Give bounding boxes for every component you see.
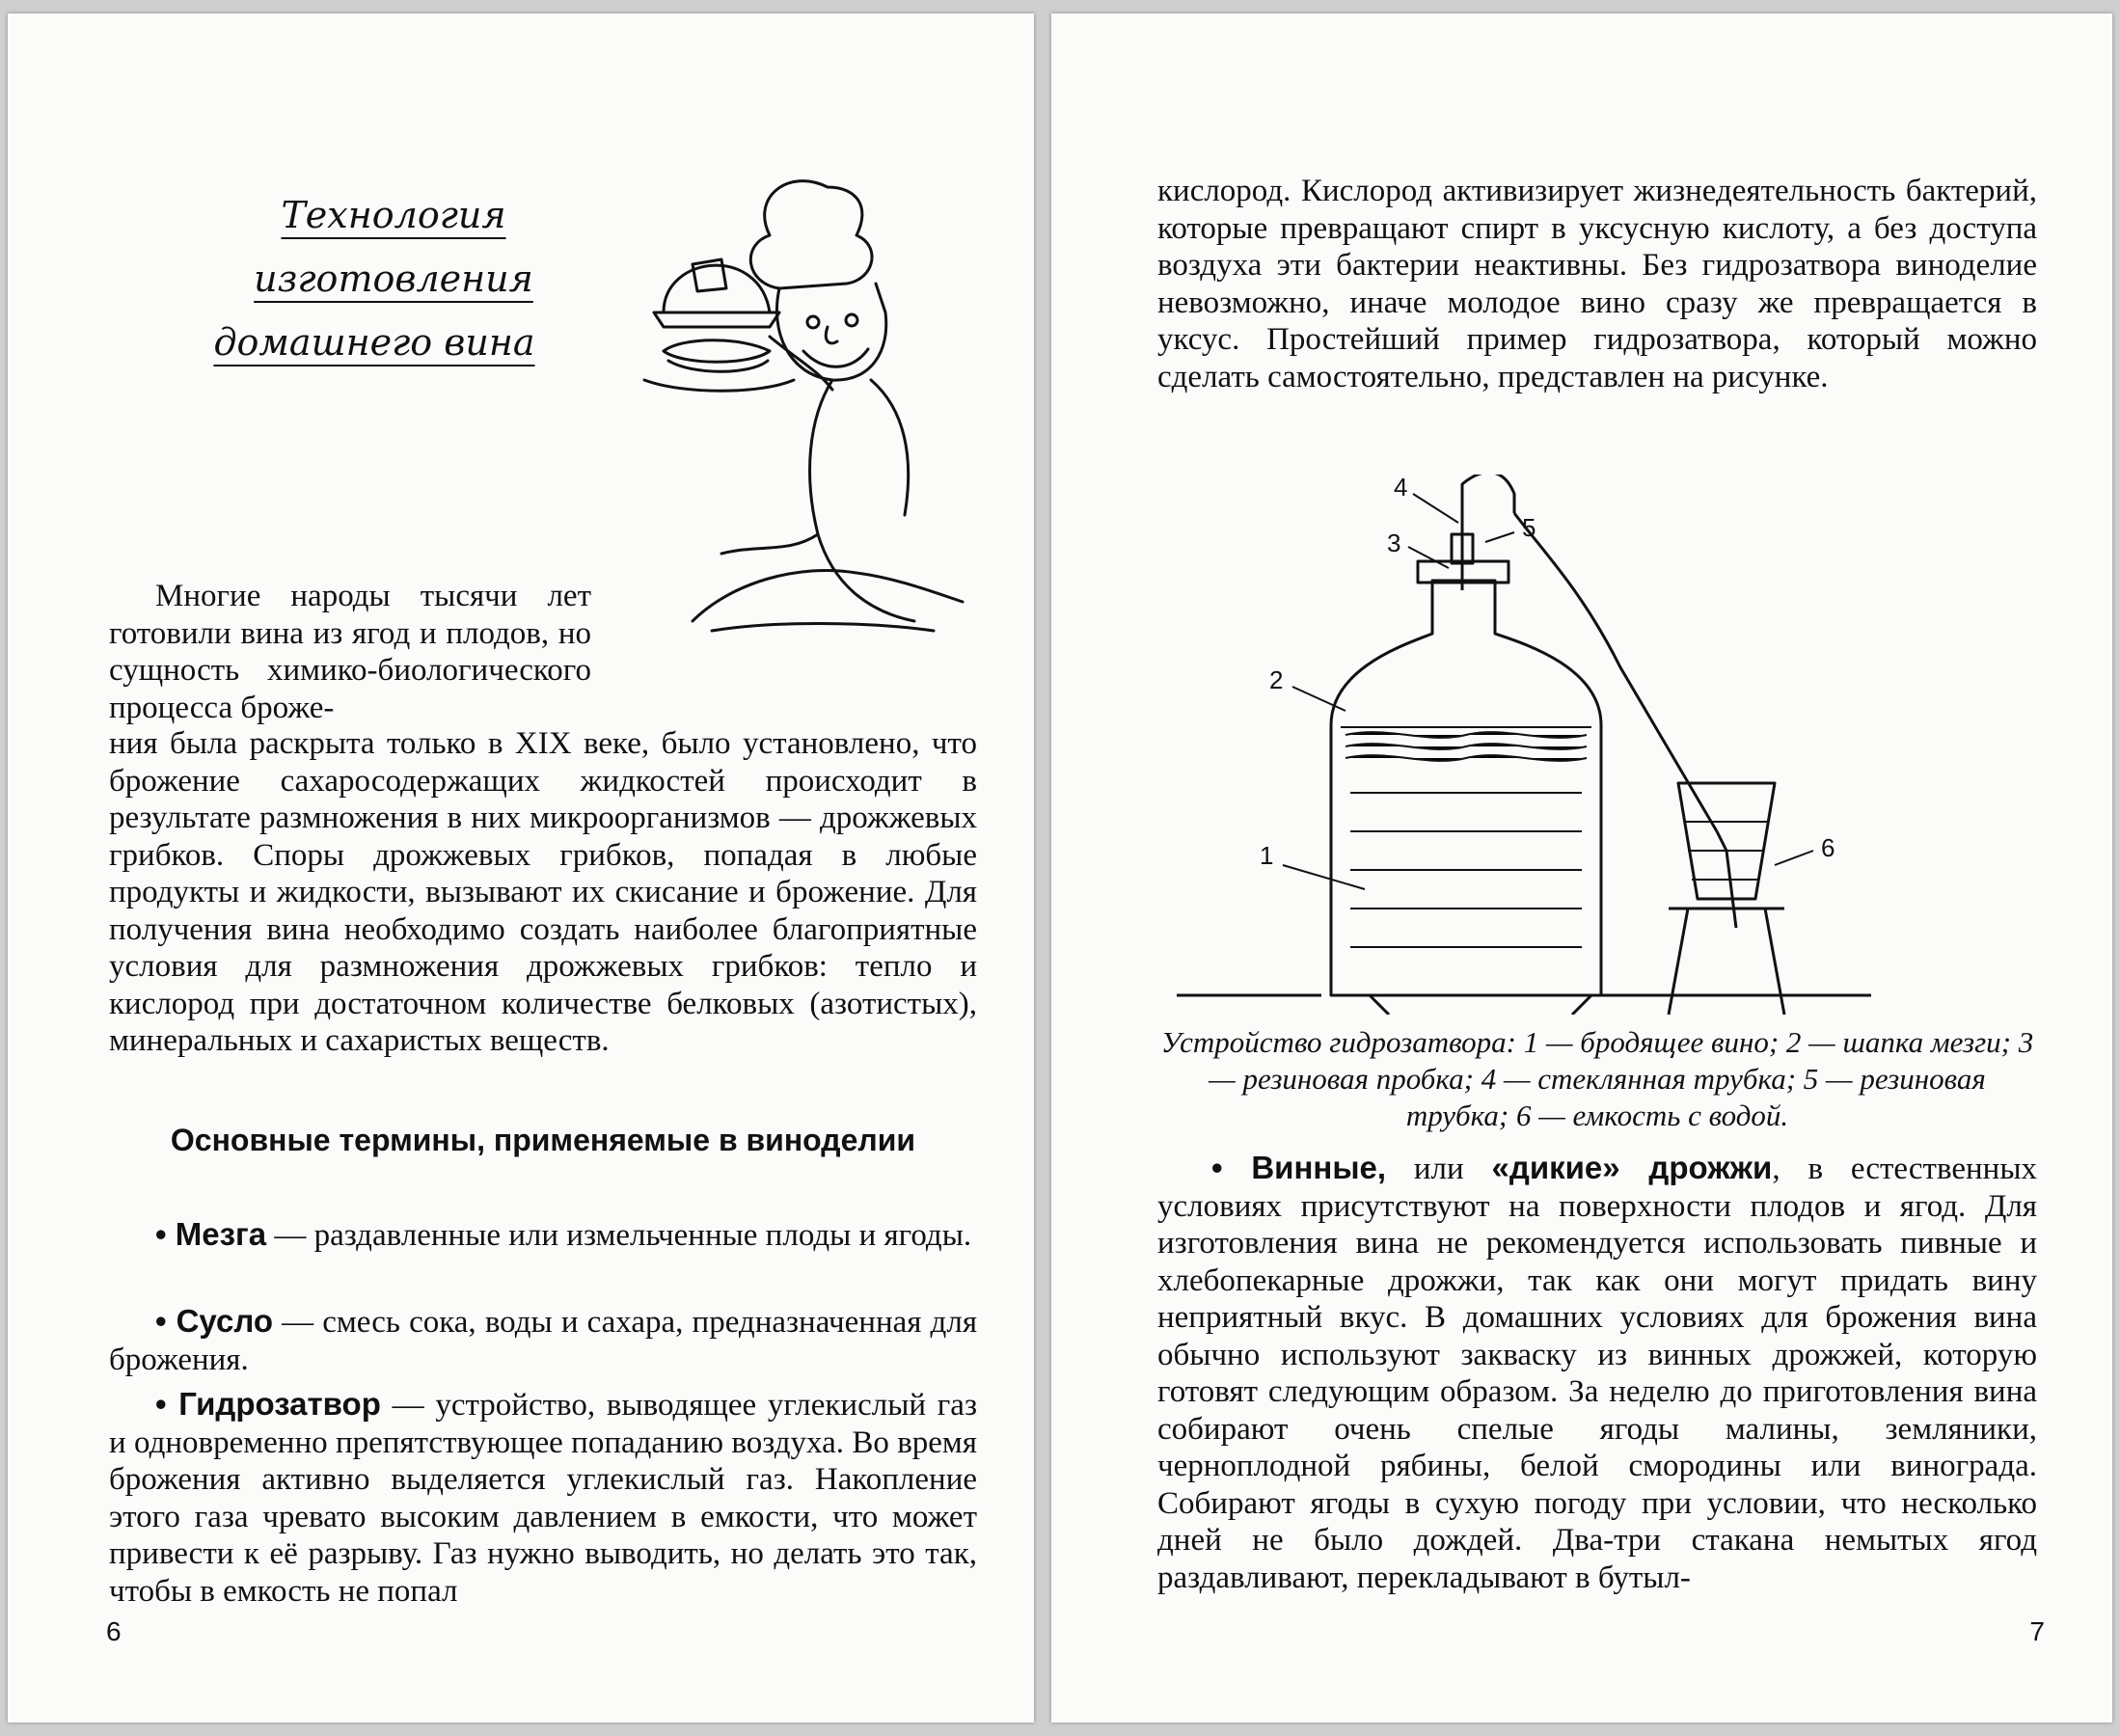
yeast-description: , в естественных условиях присутствуют на поверхности плодов и ягод. Для изготовления вина не рекомендуется использовать пивные и хлебопекарные дрожжи, так как они могут придать вину неприятный вкус. В домашних условиях для брожения вина обычно используют закваску из винных дрожжей, которую готовят следующим образом. За неделю до приготовления вина собирают очень спелые ягоды малины, земляники, черноплодной рябины, белой смородины или винограда. Собирают ягоды в сухую погоду при условии, что несколько дней не было дождей. Два-три стакана немытых ягод раздавливают, перекладывают в бутыл-	[1157, 1152, 2038, 1595]
figure-label-6: 6	[1821, 833, 1835, 862]
intro-paragraph-start: Многие народы тысячи лет готовили вина из ягод и плодов, но сущность химико-биологического процесса броже-	[109, 579, 591, 725]
term-gidrozatvor-label: • Гидрозатвор	[155, 1386, 381, 1422]
term-suslo	[109, 1303, 977, 1378]
right-page	[1051, 14, 2112, 1722]
title-line-2: изготовления	[254, 258, 533, 300]
figure-label-4: 4	[1394, 475, 1408, 502]
figure-label-3: 3	[1387, 529, 1401, 557]
term-gidrozatvor-definition: — устройство, выводящее углекислый газ и одновременно препятствующее попаданию воздуха. Во время брожения активно выделяется углекислый газ. Накопление этого газа чревато высоким давлением в емкости, что может привести к её разрыву. Газ нужно выводить, но делать это так, чтобы в емкость не попал	[109, 1388, 977, 1609]
wine-yeast-term: • Винные,	[1211, 1150, 1387, 1185]
chapter-title	[162, 194, 586, 388]
term-gidrozatvor	[109, 1386, 977, 1610]
figure-caption: Устройство гидрозатвора: 1 — бродящее вино; 2 — шапка мезги; 3 — резиновая пробка; 4 — стеклянная трубка; 5 — резиновая трубка; 6 — емкость с водой.	[1160, 1025, 2034, 1132]
term-suslo-definition: — смесь сока, воды и сахара, предназначенная для брожения.	[109, 1305, 977, 1377]
left-page	[8, 14, 1034, 1722]
page-number-left: 6	[106, 1616, 122, 1646]
term-mezga-definition: — раздавленные или измельченные плоды и ягоды.	[266, 1218, 972, 1253]
section-heading: Основные термины, применяемые в виноделии	[170, 1123, 916, 1157]
term-mezga-label: • Мезга	[155, 1216, 267, 1252]
title-line-3: домашнего вина	[213, 321, 535, 364]
term-mezga	[109, 1216, 977, 1255]
title-line-1: Технология	[281, 194, 506, 236]
figure-label-1: 1	[1260, 841, 1274, 870]
right-top-paragraph: кислород. Кислород активизирует жизнедеятельность бактерий, которые превращают спирт в уксусную кислоту, а без доступа воздуха эти бактерии неактивны. Без гидрозатвора виноделие невозможно, иначе молодое вино сразу же превращается в уксус. Простейший пример гидрозатвора, который можно сделать самостоятельно, представлен на рисунке.	[1157, 174, 2037, 394]
wild-yeast-term: «дикие» дрожжи	[1491, 1150, 1773, 1185]
chef-illustration	[625, 168, 972, 669]
right-bottom-paragraph	[1157, 1150, 2037, 1596]
term-suslo-label: • Сусло	[155, 1303, 274, 1339]
figure-label-5: 5	[1522, 513, 1536, 542]
figure-label-2: 2	[1269, 665, 1284, 694]
page-number-right: 7	[2029, 1616, 2045, 1646]
intro-paragraph-continued: ния была раскрыта только в XIX веке, было установлено, что брожение сахаросодержащих жидкостей происходит в результате размножения в них микроорганизмов — дрожжевых грибков. Споры дрожжевых грибков, попадая в любые продукты и жидкости, вызывают их скисание и брожение. Для получения вина необходимо создать наиболее благоприятные условия для размножения дрожжевых грибков: тепло и кислород при достаточном количестве белковых (азотистых), минеральных и сахаристых веществ.	[109, 726, 977, 1058]
airlock-diagram	[1177, 475, 2045, 1015]
or-connector: или	[1386, 1152, 1492, 1186]
